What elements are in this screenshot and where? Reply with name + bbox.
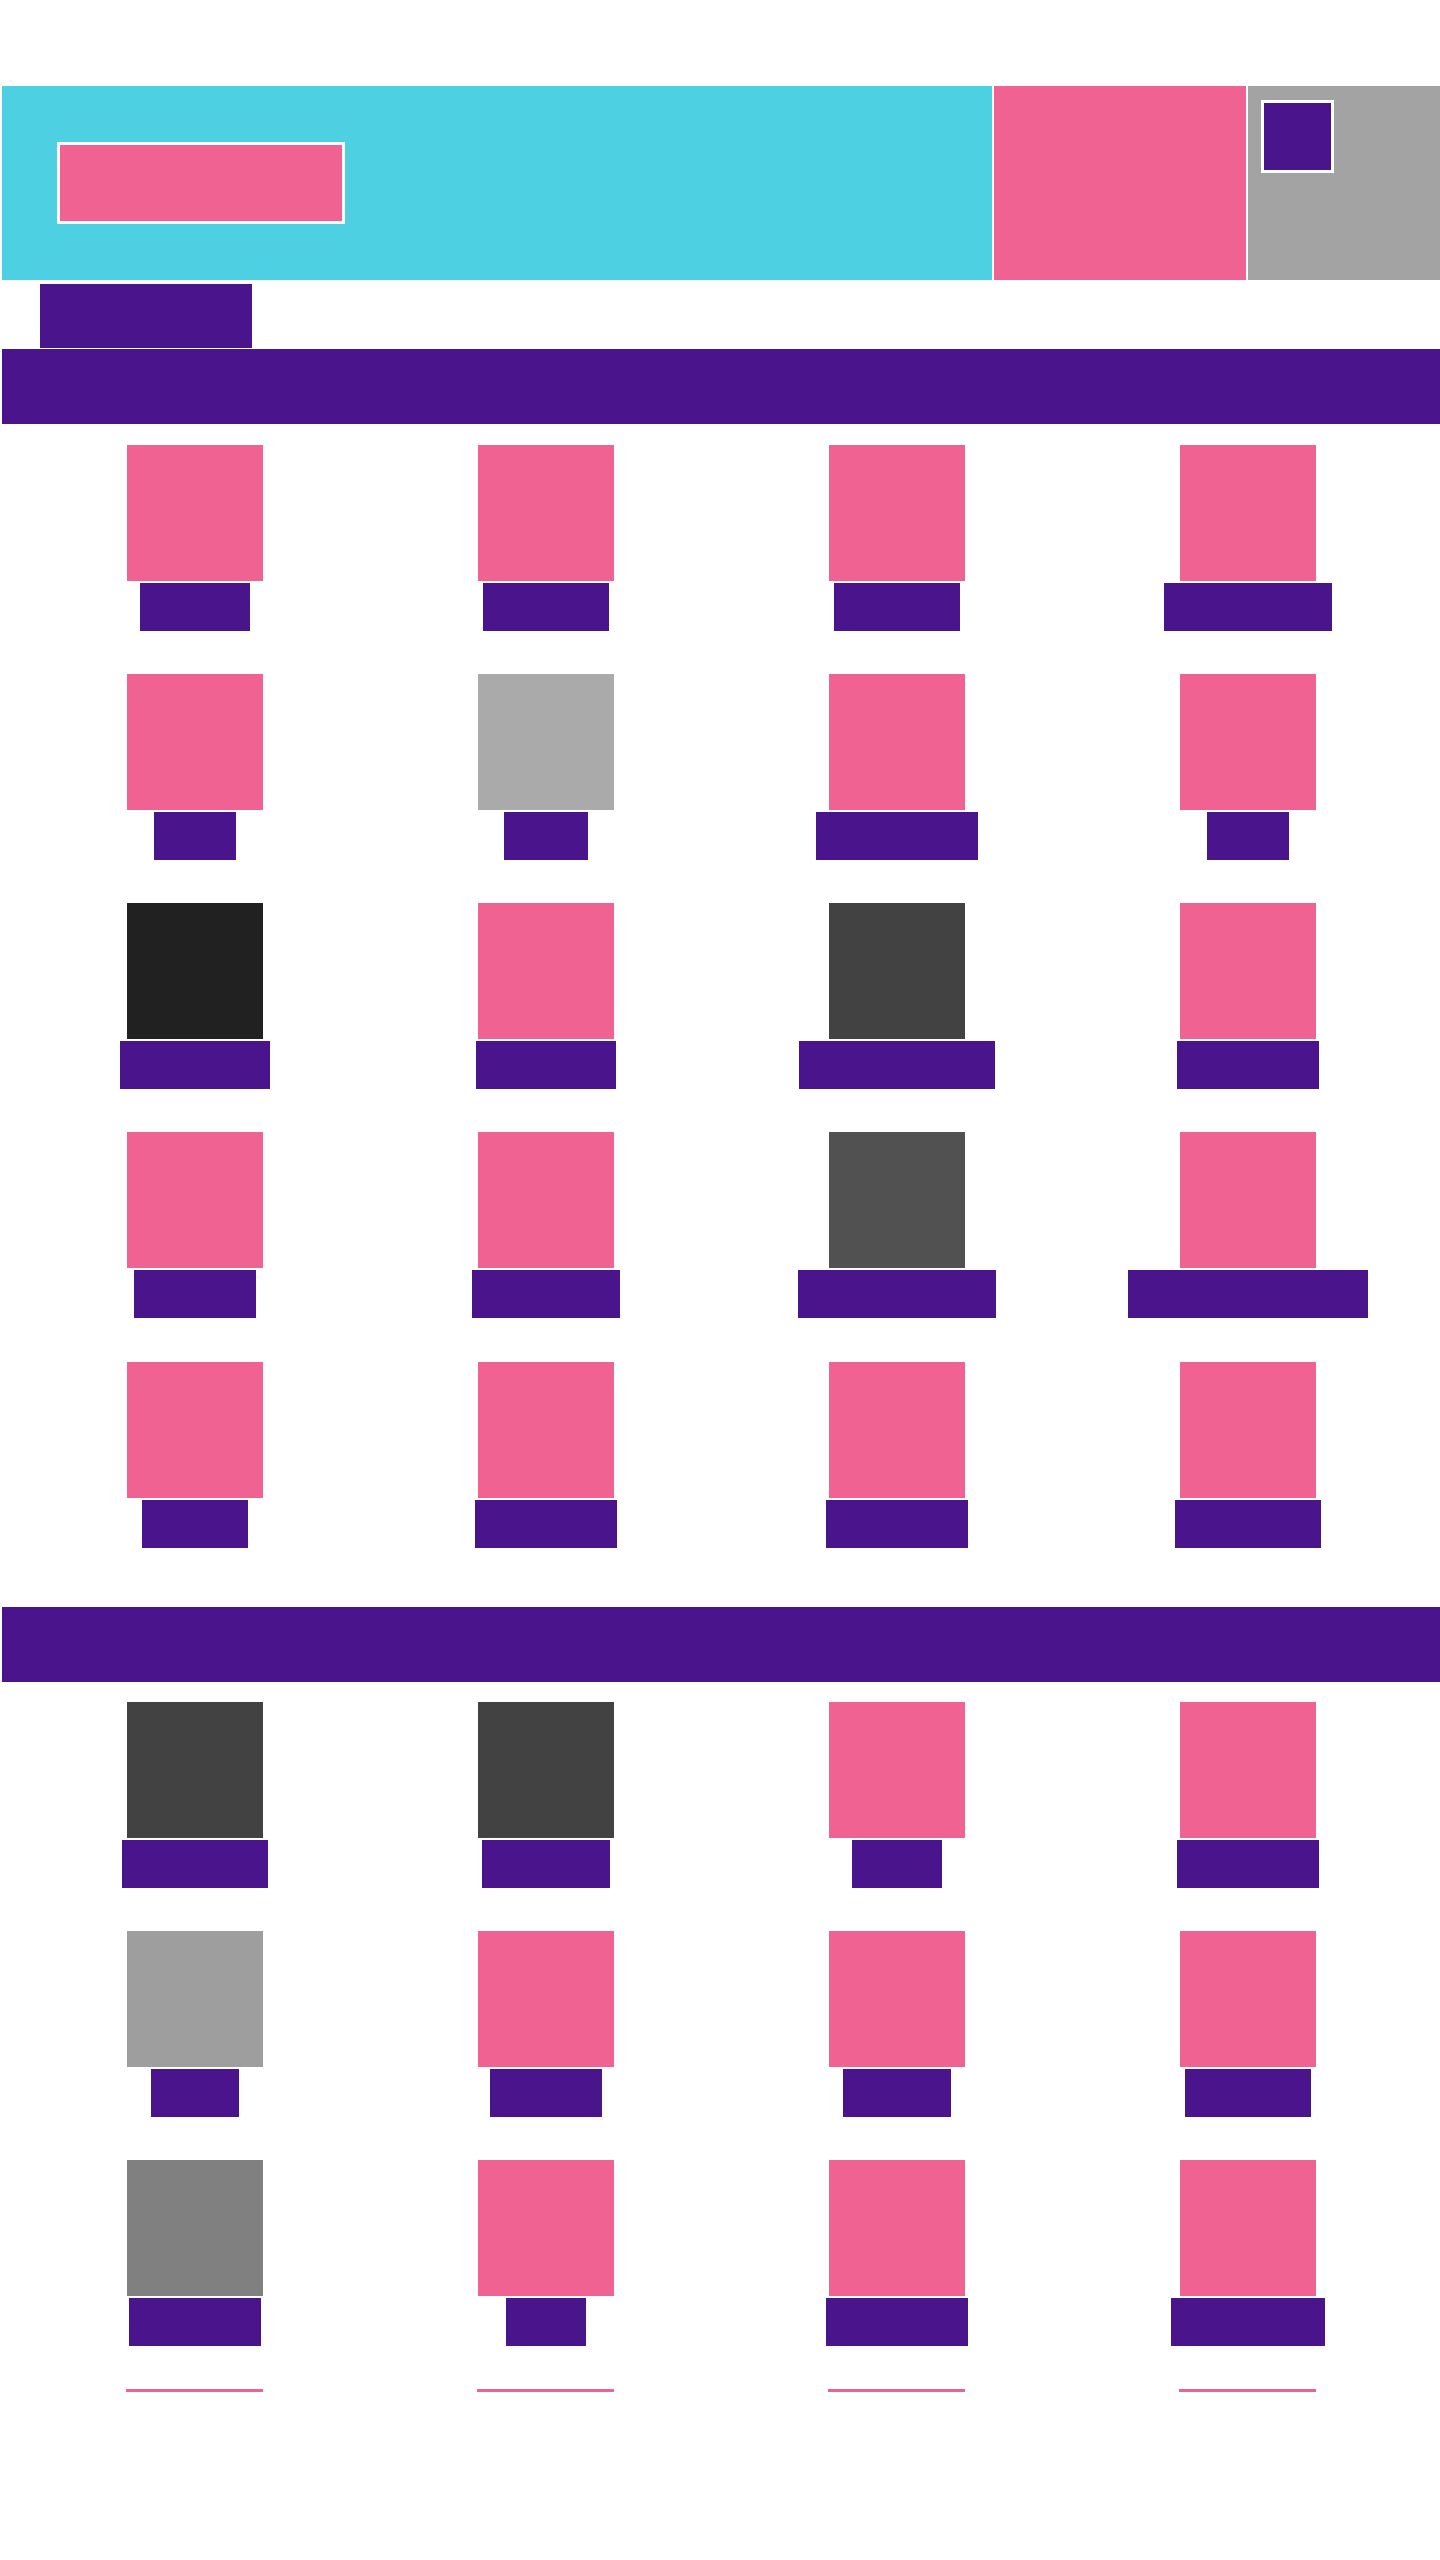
tile-label-button[interactable]	[120, 1838, 270, 1890]
tile-label-button[interactable]	[480, 1838, 612, 1890]
tile-image[interactable]	[827, 2158, 967, 2298]
tile-image[interactable]	[827, 1700, 967, 1840]
tile-image[interactable]	[125, 1700, 265, 1840]
tile-label-button[interactable]	[504, 2296, 588, 2348]
tile-label-button[interactable]	[1169, 2296, 1327, 2348]
partial-tile-edge	[1179, 2389, 1316, 2392]
tile-image[interactable]	[1178, 2158, 1318, 2298]
tile-label-button[interactable]	[850, 1838, 944, 1890]
tile-image[interactable]	[827, 1929, 967, 2069]
tile-image[interactable]	[476, 2158, 616, 2298]
partial-tile-edge	[126, 2389, 263, 2392]
tile-image[interactable]	[1178, 1700, 1318, 1840]
tile-image[interactable]	[476, 1700, 616, 1840]
tile-label-button[interactable]	[1175, 1838, 1321, 1890]
tile-label-button[interactable]	[127, 2296, 263, 2348]
partial-tile-edge	[828, 2389, 965, 2392]
tile-image[interactable]	[1178, 1929, 1318, 2069]
tile-image[interactable]	[476, 1929, 616, 2069]
tile-label-button[interactable]	[1183, 2067, 1313, 2119]
tile-image[interactable]	[125, 1929, 265, 2069]
tile-label-button[interactable]	[841, 2067, 953, 2119]
partial-tile-edge	[477, 2389, 614, 2392]
tile-image[interactable]	[125, 2158, 265, 2298]
tile-label-button[interactable]	[149, 2067, 241, 2119]
tile-label-button[interactable]	[824, 2296, 970, 2348]
tile-label-button[interactable]	[488, 2067, 604, 2119]
